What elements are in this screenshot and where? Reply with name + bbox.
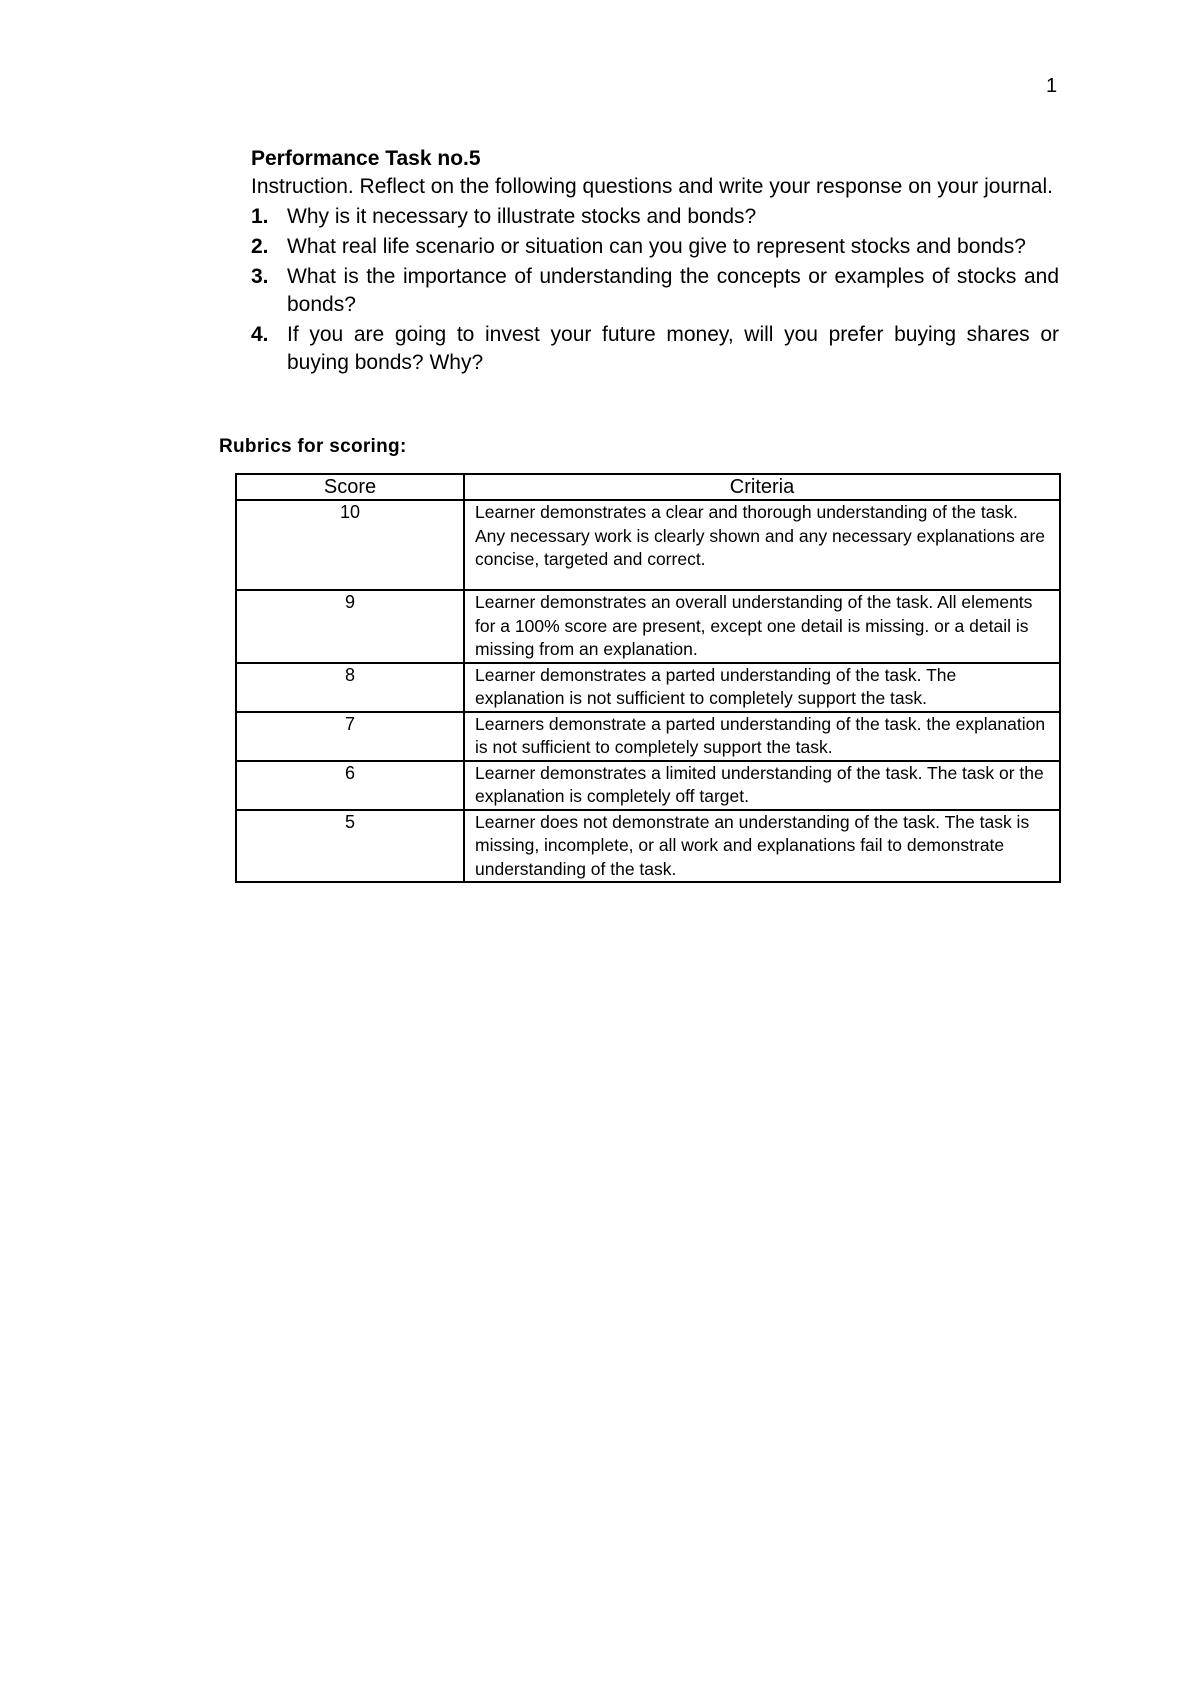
score-cell: 7 bbox=[236, 712, 464, 761]
rubrics-title: Rubrics for scoring: bbox=[219, 436, 407, 457]
question-item bbox=[251, 321, 1059, 377]
table-row bbox=[236, 590, 1060, 663]
question-item bbox=[251, 203, 1059, 231]
score-cell: 6 bbox=[236, 761, 464, 810]
question-text: What real life scenario or situation can you give to represent stocks and bonds? bbox=[287, 235, 1026, 258]
score-cell: 9 bbox=[236, 590, 464, 663]
task-instruction: Instruction. Reflect on the following questions and write your response on your journal. bbox=[251, 175, 1053, 198]
question-text: Why is it necessary to illustrate stocks and bonds? bbox=[287, 205, 757, 228]
question-number: 2. bbox=[251, 235, 269, 258]
criteria-cell: Learner demonstrates a limited understanding of the task. The task or the explanation is completely off target. bbox=[464, 761, 1060, 810]
table-row bbox=[236, 663, 1060, 712]
page-number: 1 bbox=[1046, 75, 1058, 97]
performance-task bbox=[251, 145, 1059, 379]
question-number: 4. bbox=[251, 323, 269, 346]
question-item bbox=[251, 263, 1059, 319]
question-text: What is the importance of understanding the concepts or examples of stocks and bonds? bbox=[287, 265, 1059, 316]
rubric-table bbox=[235, 473, 1061, 883]
question-text: If you are going to invest your future money, will you prefer buying shares or buying bonds? Why? bbox=[287, 323, 1059, 374]
score-cell: 8 bbox=[236, 663, 464, 712]
criteria-cell: Learner demonstrates a clear and thorough understanding of the task. Any necessary work is clearly shown and any necessary explanations are concise, targeted and correct. bbox=[464, 500, 1060, 590]
table-header-row bbox=[236, 474, 1060, 500]
criteria-header: Criteria bbox=[464, 474, 1060, 500]
criteria-cell: Learner demonstrates an overall understanding of the task. All elements for a 100% score are present, except one detail is missing. or a detail is missing from an explanation. bbox=[464, 590, 1060, 663]
criteria-cell: Learners demonstrate a parted understanding of the task. the explanation is not sufficient to completely support the task. bbox=[464, 712, 1060, 761]
table-row bbox=[236, 761, 1060, 810]
criteria-cell: Learner does not demonstrate an understanding of the task. The task is missing, incomplete, or all work and explanations fail to demonstrate understanding of the task. bbox=[464, 810, 1060, 883]
task-title: Performance Task no.5 bbox=[251, 147, 481, 170]
table-row bbox=[236, 500, 1060, 590]
question-list bbox=[251, 203, 1059, 377]
question-number: 1. bbox=[251, 205, 269, 228]
score-cell: 10 bbox=[236, 500, 464, 590]
score-header: Score bbox=[236, 474, 464, 500]
table-row bbox=[236, 810, 1060, 883]
question-item bbox=[251, 233, 1059, 261]
score-cell: 5 bbox=[236, 810, 464, 883]
question-number: 3. bbox=[251, 265, 269, 288]
criteria-cell: Learner demonstrates a parted understanding of the task. The explanation is not sufficient to completely support the task. bbox=[464, 663, 1060, 712]
table-row bbox=[236, 712, 1060, 761]
